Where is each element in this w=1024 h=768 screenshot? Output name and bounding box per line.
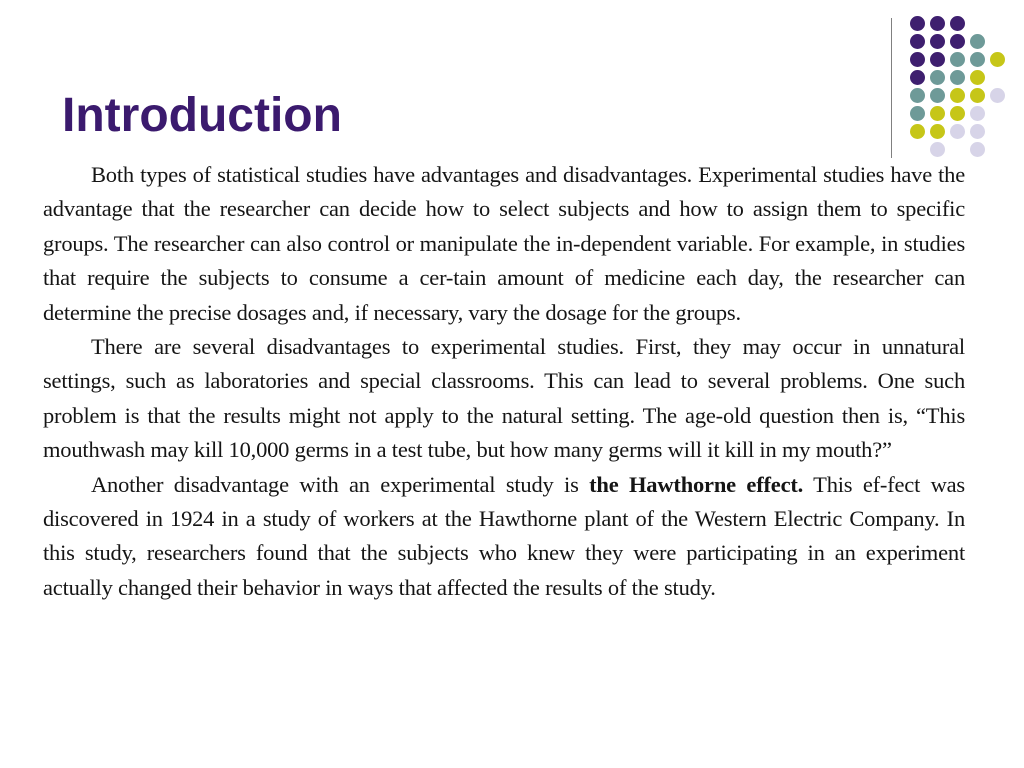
decor-dot — [950, 16, 965, 31]
decor-dot — [970, 142, 985, 157]
decor-dot — [930, 88, 945, 103]
hawthorne-effect-term: the Hawthorne effect. — [589, 471, 804, 497]
decor-dot — [950, 70, 965, 85]
decor-dot — [930, 70, 945, 85]
decor-dot — [930, 16, 945, 31]
decor-dot — [910, 52, 925, 67]
decor-dot — [950, 88, 965, 103]
paragraph-text: There are several disadvantages to experimental studies. First, they may occur in unnatural settings, such as laboratories and special classrooms. This can lead to several problems. One such problem is that the results might not apply to the natural setting. The age-old question then is, “This mouthwash may kill 10,000 germs in a test tube, but how many germs will it kill in my mouth?” — [43, 334, 965, 463]
decor-dot — [910, 106, 925, 121]
decor-dot — [910, 124, 925, 139]
decor-dot — [990, 52, 1005, 67]
decor-dot — [950, 34, 965, 49]
decor-dot — [930, 106, 945, 121]
slide-title: Introduction — [62, 89, 342, 142]
decor-dot — [930, 142, 945, 157]
scanned-textbook-excerpt — [43, 158, 965, 605]
paragraph-text-start: Another disadvantage with an experimental study is — [91, 471, 590, 497]
decor-dot — [910, 34, 925, 49]
paragraph-text: Both types of statistical studies have advantages and disadvantages. Experimental studies have the advantage that the researcher can decide how to select subjects and how to assign them to specific groups. The researcher can also control or manipulate the in-dependent variable. For example, in studies that require the subjects to consume a cer-tain amount of medicine each day, the researcher can determine the precise dosages and, if necessary, vary the dosage for the groups. — [43, 162, 965, 325]
paragraph-advantages — [43, 158, 965, 330]
title-divider — [891, 18, 892, 158]
decorative-dot-grid — [904, 14, 1024, 164]
decor-dot — [910, 16, 925, 31]
paragraph-disadvantages — [43, 330, 965, 468]
decor-dot — [930, 124, 945, 139]
decor-dot — [970, 70, 985, 85]
decor-dot — [930, 52, 945, 67]
decor-dot — [990, 88, 1005, 103]
decor-dot — [970, 34, 985, 49]
decor-dot — [950, 52, 965, 67]
paragraph-hawthorne-effect — [43, 468, 965, 606]
decor-dot — [970, 88, 985, 103]
decor-dot — [950, 106, 965, 121]
decor-dot — [950, 124, 965, 139]
decor-dot — [970, 124, 985, 139]
decor-dot — [970, 52, 985, 67]
paragraph-text-end: This ef-fect was discovered in 1924 in a study of workers at the Hawthorne plant of the Western Electric Company. In this study, researchers found that the subjects who knew they were participating in an experiment actually changed their behavior in ways that affected the results of the study. — [43, 471, 965, 600]
decor-dot — [910, 88, 925, 103]
decor-dot — [910, 70, 925, 85]
decor-dot — [930, 34, 945, 49]
decor-dot — [970, 106, 985, 121]
